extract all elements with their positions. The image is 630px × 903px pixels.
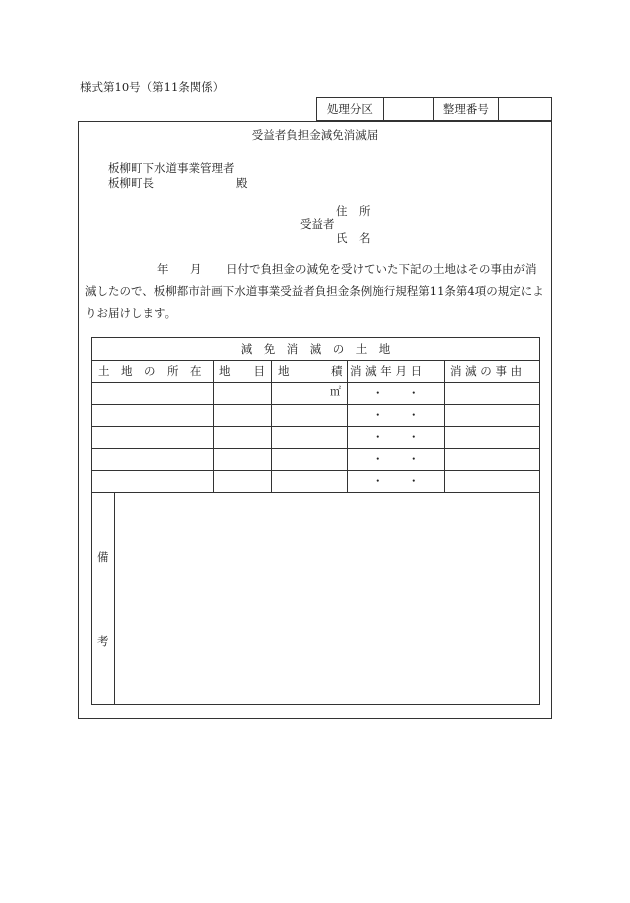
date-dot: ・ (372, 474, 384, 488)
table-divider (92, 448, 539, 449)
number-value-field[interactable] (499, 98, 551, 120)
applicant-address-label: 住 所 (336, 204, 371, 218)
addressee-honorific: 殿 (236, 176, 248, 190)
form-title: 受益者負担金減免消滅届 (251, 128, 379, 142)
date-dot: ・ (408, 386, 420, 400)
date-dot: ・ (372, 452, 384, 466)
header-extinction-date: 消 滅 年 月 日 (350, 364, 423, 378)
date-year-label: 年 (157, 262, 169, 276)
remarks-label-top: 備 (97, 550, 109, 564)
number-label: 整理番号 (434, 98, 500, 120)
body-line3: りお届けします。 (85, 306, 177, 320)
table-divider (92, 426, 539, 427)
applicant-label: 受益者 (300, 217, 335, 231)
header-extinction-reason: 消 滅 の 事 由 (450, 364, 523, 378)
table-divider (444, 360, 445, 492)
table-divider (92, 382, 539, 383)
header-land-category: 地 目 (219, 364, 265, 378)
table-divider (213, 360, 214, 492)
land-table (91, 337, 540, 705)
table-divider (347, 360, 348, 492)
body-line1: 日付で負担金の減免を受けていた下記の土地はその事由が消 (226, 262, 537, 276)
addressee-line1: 板柳町下水道事業管理者 (108, 161, 235, 175)
body-line2: 滅したので、板柳都市計画下水道事業受益者負担金条例施行規程第11条第4項の規定によ (85, 284, 544, 298)
date-dot: ・ (408, 408, 420, 422)
date-dot: ・ (408, 474, 420, 488)
date-dot: ・ (372, 408, 384, 422)
date-dot: ・ (372, 430, 384, 444)
remarks-label-bottom: 考 (97, 634, 109, 648)
header-area-right: 積 (331, 364, 343, 378)
header-area-left: 地 (278, 364, 290, 378)
form-id: 様式第10号（第11条関係） (80, 80, 225, 94)
header-location: 土 地 の 所 在 (98, 364, 202, 378)
date-dot: ・ (372, 386, 384, 400)
processing-meta-table (316, 97, 552, 121)
land-table-title: 減 免 消 滅 の 土 地 (240, 342, 391, 356)
category-value-field[interactable] (384, 98, 434, 120)
date-dot: ・ (408, 430, 420, 444)
table-divider (271, 360, 272, 492)
addressee-line2: 板柳町長 (108, 176, 154, 190)
date-month-label: 月 (190, 262, 202, 276)
area-unit: ㎡ (330, 385, 341, 398)
applicant-name-label: 氏 名 (336, 231, 371, 245)
table-divider (92, 470, 539, 471)
remarks-field[interactable] (115, 493, 538, 703)
date-dot: ・ (408, 452, 420, 466)
table-divider (92, 360, 539, 361)
table-divider (92, 404, 539, 405)
category-label: 処理分区 (317, 98, 384, 120)
